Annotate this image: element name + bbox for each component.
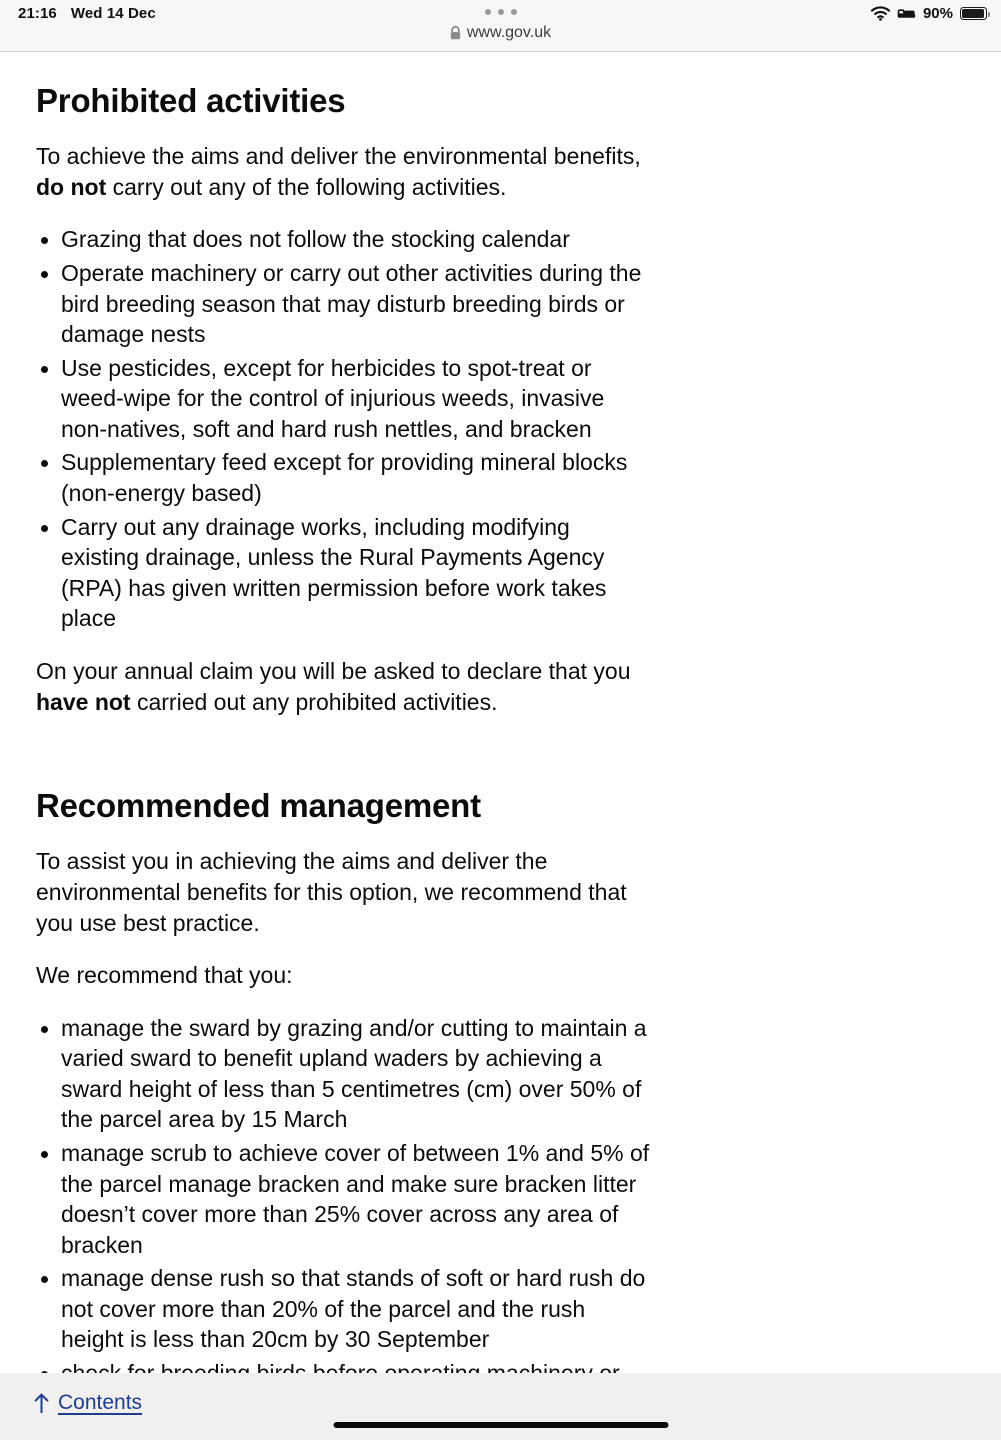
status-time: 21:16 [18,5,57,22]
address-bar[interactable] [0,24,1001,42]
prohibited-intro-lead: To achieve the aims and deliver the environmental benefits, [36,143,641,170]
recommended-lead-in-paragraph: We recommend that you: [36,962,293,989]
ipad-status-and-browser-bar [0,0,1001,52]
prohibited-outro-paragraph [36,656,651,717]
contents-label: Contents [58,1391,143,1414]
prohibited-outro-lead: On your annual claim you will be asked to declare that you [36,657,631,684]
home-indicator[interactable] [333,1422,668,1428]
battery-icon [960,7,987,20]
list-item: Supplementary feed except for providing mineral blocks (non-energy based) [36,447,654,508]
arrow-up-icon [34,1393,49,1414]
prohibited-intro-paragraph [36,141,651,202]
list-item: Use pesticides, except for herbicides to spot-treat or weed-wipe for the control of injurious weeds, invasive non-natives, soft and hard rush nettles, and bracken [36,353,654,445]
battery-fill [962,9,984,18]
url-text: www.gov.uk [466,24,552,41]
prohibited-outro-tail: carried out any prohibited activities. [130,688,498,715]
recommended-intro-paragraph: To assist you in achieving the aims and deliver the environmental benefits for this option, we recommend that you use best practice. [36,848,627,936]
prohibited-outro-bold: have not [36,688,131,715]
lock-icon [450,26,461,40]
prohibited-activities-list [36,224,654,634]
prohibited-intro-bold: do not [36,173,107,200]
list-item: manage dense rush so that stands of soft or hard rush do not cover more than 20% of the parcel and the rush height is less than 20cm by 30 September [36,1263,654,1355]
prohibited-intro-tail: carry out any of the following activities. [106,173,507,200]
tab-dot [511,9,517,15]
tab-dot [498,9,504,15]
list-item: Carry out any drainage works, including modifying existing drainage, unless the Rural Payments Agency (RPA) has given written permission before work takes place [36,512,654,634]
heading-prohibited-activities: Prohibited activities [36,82,346,119]
list-item: manage the sward by grazing and/or cutting to maintain a varied sward to benefit upland waders by achieving a sward height of less than 5 centimetres (cm) over 50% of the parcel area by 15 March [36,1013,654,1135]
list-item: manage scrub to achieve cover of between 1% and 5% of the parcel manage bracken and make sure bracken litter doesn’t cover more than 25% cover across any area of bracken [36,1138,654,1260]
battery-percent-label: 90% [922,5,953,22]
recommended-management-list [36,1013,654,1389]
contents-link[interactable] [34,1391,142,1415]
sleep-focus-icon [897,6,916,21]
heading-recommended-management: Recommended management [36,787,481,825]
status-date: Wed 14 Dec [70,5,156,22]
web-page-viewport[interactable] [0,52,1001,1373]
status-bar-right [871,5,987,22]
tab-overview-dots-icon[interactable] [0,9,1001,15]
list-item: Operate machinery or carry out other activities during the bird breeding season that may disturb breeding birds or damage nests [36,258,654,350]
wifi-icon [871,6,890,21]
article-content [0,82,690,1389]
list-item: Grazing that does not follow the stocking calendar [36,224,654,255]
bottom-contents-bar [0,1373,1001,1440]
tab-dot [485,9,491,15]
